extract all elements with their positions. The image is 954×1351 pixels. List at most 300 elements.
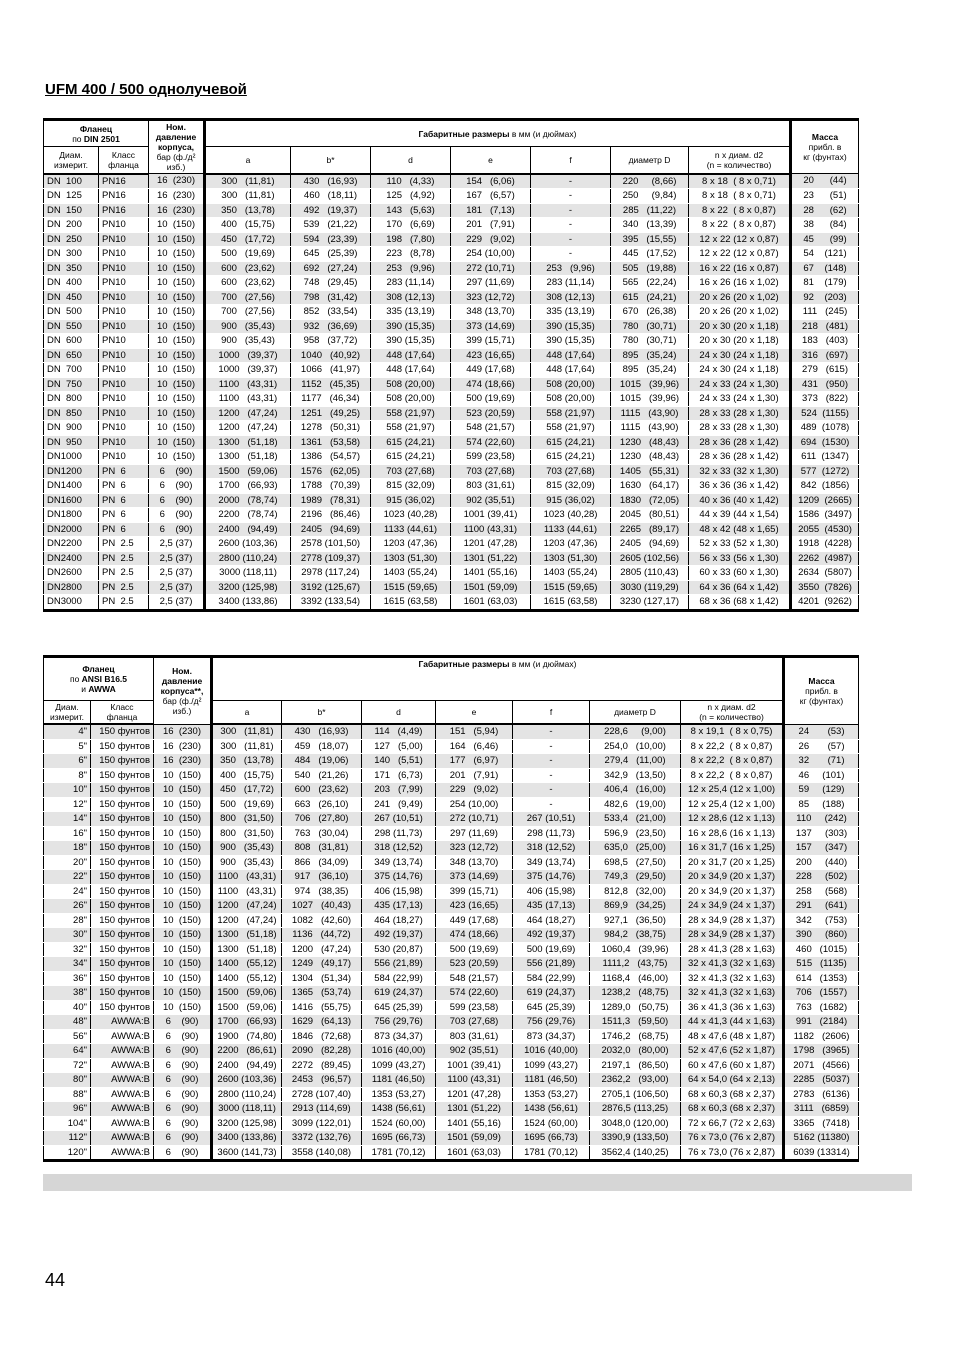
table-row (44, 812, 859, 827)
cell-b: 1361 (53,58) (291, 435, 371, 450)
cell-class: 150 фунтов (91, 913, 154, 928)
cell-pressure: 6 (90) (154, 1145, 212, 1161)
cell-bolts: 20 x 30 (20 x 1,18) (689, 334, 791, 349)
cell-f: 1781 (70,12) (513, 1145, 590, 1161)
cell-class: PN10 (99, 377, 149, 392)
cell-d: 915 (36,02) (371, 493, 451, 508)
cell-a: 1100 (43,31) (212, 884, 282, 899)
cell-a: 1200 (47,24) (212, 913, 282, 928)
cell-a: 3200 (125,98) (205, 580, 291, 595)
cell-a: 1100 (43,31) (205, 392, 291, 407)
cell-mass: 157 (347) (784, 841, 859, 856)
cell-d: 390 (15,35) (371, 319, 451, 334)
table-row (44, 841, 859, 856)
cell-D: 984,2 (38,75) (590, 928, 681, 943)
cell-e: 181 (7,13) (451, 203, 531, 218)
cell-a: 2400 (94,49) (212, 1058, 282, 1073)
cell-e: 902 (35,51) (451, 493, 531, 508)
cell-b: 1304 (51,34) (282, 971, 362, 986)
cell-diameter: DN1200 (44, 464, 99, 479)
cell-pressure: 10 (150) (149, 421, 205, 436)
table-row (44, 1131, 859, 1146)
cell-class: PN 2.5 (99, 551, 149, 566)
flange-header: Фланец по ANSI B16.5 и AWWA (44, 657, 154, 701)
col-f: f (531, 147, 611, 174)
cell-a: 1300 (51,18) (205, 450, 291, 465)
cell-pressure: 10 (150) (149, 218, 205, 233)
cell-diameter: 6" (44, 754, 91, 769)
cell-bolts: 28 x 34,9 (28 x 1,37) (681, 913, 784, 928)
cell-f: - (513, 724, 590, 739)
cell-D: 3230 (127,17) (611, 595, 689, 611)
cell-e: 297 (11,69) (451, 276, 531, 291)
cell-mass: 515 (1135) (784, 957, 859, 972)
cell-e: 373 (14,69) (436, 870, 513, 885)
col-a: a (212, 701, 282, 725)
cell-bolts: 48 x 42 (48 x 1,65) (689, 522, 791, 537)
cell-f: 1353 (53,27) (513, 1087, 590, 1102)
cell-pressure: 10 (150) (154, 826, 212, 841)
cell-b: 484 (19,06) (282, 754, 362, 769)
table-row (44, 566, 859, 581)
cell-D: 2265 (89,17) (611, 522, 689, 537)
cell-class: PN 6 (99, 508, 149, 523)
cell-class: 150 фунтов (91, 870, 154, 885)
cell-b: 706 (27,80) (282, 812, 362, 827)
cell-D: 1015 (39,96) (611, 377, 689, 392)
cell-class: 150 фунтов (91, 841, 154, 856)
cell-diameter: 32" (44, 942, 91, 957)
cell-e: 297 (11,69) (436, 826, 513, 841)
cell-class: 150 фунтов (91, 899, 154, 914)
cell-b: 763 (30,04) (282, 826, 362, 841)
cell-mass: 59 (129) (784, 783, 859, 798)
cell-bolts: 48 x 47,6 (48 x 1,87) (681, 1029, 784, 1044)
cell-e: 548 (21,57) (436, 971, 513, 986)
cell-bolts: 36 x 36 (36 x 1,42) (689, 479, 791, 494)
col-class: Класс фланца (91, 701, 154, 725)
cell-a: 500 (19,69) (212, 797, 282, 812)
cell-a: 400 (15,75) (212, 768, 282, 783)
cell-mass: 218 (481) (791, 319, 859, 334)
cell-diameter: DN 500 (44, 305, 99, 320)
col-f: f (513, 701, 590, 725)
cell-mass: 258 (568) (784, 884, 859, 899)
cell-e: 201 (7,91) (451, 218, 531, 233)
cell-pressure: 6 (90) (154, 1044, 212, 1059)
cell-D: 812,8 (32,00) (590, 884, 681, 899)
cell-f: 390 (15,35) (531, 319, 611, 334)
cell-d: 1438 (56,61) (362, 1102, 436, 1117)
cell-e: 151 (5,94) (436, 724, 513, 739)
cell-b: 852 (33,54) (291, 305, 371, 320)
cell-bolts: 28 x 34,9 (28 x 1,37) (681, 928, 784, 943)
table-row (44, 334, 859, 349)
cell-mass: 524 (1155) (791, 406, 859, 421)
cell-f: 556 (21,89) (513, 957, 590, 972)
cell-diameter: 104" (44, 1116, 91, 1131)
cell-bolts: 72 x 66,7 (72 x 2,63) (681, 1116, 784, 1131)
cell-b: 459 (18,07) (282, 739, 362, 754)
cell-diameter: 12" (44, 797, 91, 812)
cell-diameter: 5" (44, 739, 91, 754)
table-row (44, 1102, 859, 1117)
cell-class: PN10 (99, 421, 149, 436)
cell-b: 808 (31,81) (282, 841, 362, 856)
cell-pressure: 6 (90) (149, 464, 205, 479)
cell-d: 349 (13,74) (362, 855, 436, 870)
cell-b: 1365 (53,74) (282, 986, 362, 1001)
cell-b: 540 (21,26) (282, 768, 362, 783)
cell-b: 917 (36,10) (282, 870, 362, 885)
cell-D: 1015 (39,96) (611, 392, 689, 407)
cell-d: 615 (24,21) (371, 435, 451, 450)
cell-class: PN 6 (99, 479, 149, 494)
cell-d: 375 (14,76) (362, 870, 436, 885)
cell-diameter: DN 150 (44, 203, 99, 218)
cell-D: 1115 (43,90) (611, 406, 689, 421)
cell-a: 400 (15,75) (205, 218, 291, 233)
cell-class: AWWA:B (91, 1102, 154, 1117)
cell-pressure: 10 (150) (154, 841, 212, 856)
cell-class: 150 фунтов (91, 768, 154, 783)
cell-diameter: DN 600 (44, 334, 99, 349)
cell-f: 815 (32,09) (531, 479, 611, 494)
cell-class: AWWA:B (91, 1015, 154, 1030)
cell-bolts: 20 x 31,7 (20 x 1,25) (681, 855, 784, 870)
ansi-dimensions-table (43, 655, 859, 1162)
cell-d: 615 (24,21) (371, 450, 451, 465)
cell-f: 500 (19,69) (513, 942, 590, 957)
table-row (44, 348, 859, 363)
cell-mass: 46 (101) (784, 768, 859, 783)
cell-a: 1200 (47,24) (205, 421, 291, 436)
cell-bolts: 16 x 22 (16 x 0,87) (689, 261, 791, 276)
cell-pressure: 10 (150) (149, 363, 205, 378)
cell-class: 150 фунтов (91, 783, 154, 798)
cell-pressure: 10 (150) (149, 261, 205, 276)
cell-mass: 614 (1353) (784, 971, 859, 986)
cell-b: 866 (34,09) (282, 855, 362, 870)
cell-diameter: DN 100 (44, 174, 99, 189)
cell-bolts: 8 x 22,2 ( 8 x 0,87) (681, 754, 784, 769)
col-bolts: n x диам. d2 (n = количество) (689, 147, 791, 174)
table-row (44, 870, 859, 885)
cell-a: 300 (11,81) (212, 724, 282, 739)
cell-f: 1016 (40,00) (513, 1044, 590, 1059)
cell-bolts: 24 x 34,9 (24 x 1,37) (681, 899, 784, 914)
cell-e: 164 (6,46) (436, 739, 513, 754)
cell-pressure: 10 (150) (154, 884, 212, 899)
table-row (44, 1029, 859, 1044)
cell-diameter: 36" (44, 971, 91, 986)
cell-bolts: 28 x 33 (28 x 1,30) (689, 421, 791, 436)
cell-a: 2000 (78,74) (205, 493, 291, 508)
cell-b: 1416 (55,75) (282, 1000, 362, 1015)
cell-e: 1001 (39,41) (436, 1058, 513, 1073)
cell-bolts: 44 x 39 (44 x 1,54) (689, 508, 791, 523)
cell-mass: 85 (188) (784, 797, 859, 812)
cell-bolts: 8 x 22,2 ( 8 x 0,87) (681, 768, 784, 783)
cell-a: 350 (13,78) (212, 754, 282, 769)
cell-class: 150 фунтов (91, 724, 154, 739)
cell-D: 1238,2 (48,75) (590, 986, 681, 1001)
cell-pressure: 10 (150) (154, 957, 212, 972)
footer-bar (43, 1174, 912, 1191)
cell-bolts: 12 x 28,6 (12 x 1,13) (681, 812, 784, 827)
cell-f: 615 (24,21) (531, 450, 611, 465)
cell-class: PN10 (99, 247, 149, 262)
table-row (44, 392, 859, 407)
cell-mass: 1182 (2606) (784, 1029, 859, 1044)
cell-diameter: 120" (44, 1145, 91, 1161)
cell-mass: 38 (84) (791, 218, 859, 233)
cell-pressure: 6 (90) (154, 1116, 212, 1131)
cell-mass: 28 (62) (791, 203, 859, 218)
cell-class: 150 фунтов (91, 855, 154, 870)
cell-d: 492 (19,37) (362, 928, 436, 943)
cell-d: 448 (17,64) (371, 363, 451, 378)
cell-e: 1100 (43,31) (451, 522, 531, 537)
cell-b: 2453 (96,57) (282, 1073, 362, 1088)
cell-b: 2728 (107,40) (282, 1087, 362, 1102)
cell-d: 464 (18,27) (362, 913, 436, 928)
cell-pressure: 10 (150) (149, 377, 205, 392)
cell-e: 154 (6,06) (451, 174, 531, 189)
cell-d: 508 (20,00) (371, 392, 451, 407)
cell-e: 474 (18,66) (436, 928, 513, 943)
cell-a: 1700 (66,93) (205, 479, 291, 494)
cell-mass: 2055 (4530) (791, 522, 859, 537)
cell-d: 756 (29,76) (362, 1015, 436, 1030)
cell-a: 1200 (47,24) (205, 406, 291, 421)
cell-b: 430 (16,93) (282, 724, 362, 739)
cell-e: 229 (9,02) (451, 232, 531, 247)
cell-d: 171 (6,73) (362, 768, 436, 783)
cell-pressure: 16 (230) (149, 203, 205, 218)
cell-bolts: 24 x 33 (24 x 1,30) (689, 392, 791, 407)
cell-d: 170 (6,69) (371, 218, 451, 233)
cell-f: 1695 (66,73) (513, 1131, 590, 1146)
table-row (44, 768, 859, 783)
cell-mass: 316 (697) (791, 348, 859, 363)
table-row (44, 913, 859, 928)
cell-e: 272 (10,71) (436, 812, 513, 827)
cell-b: 594 (23,39) (291, 232, 371, 247)
pressure-header: Ном. давление корпуса**, бар (ф./д² изб.) (154, 657, 212, 725)
cell-e: 399 (15,71) (451, 334, 531, 349)
cell-bolts: 28 x 33 (28 x 1,30) (689, 406, 791, 421)
cell-pressure: 10 (150) (149, 406, 205, 421)
cell-class: PN10 (99, 348, 149, 363)
cell-b: 1989 (78,31) (291, 493, 371, 508)
table-row (44, 855, 859, 870)
din-dimensions-table (43, 118, 859, 612)
cell-e: 474 (18,66) (451, 377, 531, 392)
cell-mass: 842 (1856) (791, 479, 859, 494)
cell-f: 335 (13,19) (531, 305, 611, 320)
cell-e: 229 (9,02) (436, 783, 513, 798)
cell-D: 2605 (102,56) (611, 551, 689, 566)
cell-bolts: 28 x 36 (28 x 1,42) (689, 435, 791, 450)
cell-bolts: 8 x 22 ( 8 x 0,87) (689, 218, 791, 233)
cell-bolts: 24 x 33 (24 x 1,30) (689, 377, 791, 392)
cell-e: 703 (27,68) (436, 1015, 513, 1030)
cell-diameter: DN 850 (44, 406, 99, 421)
cell-D: 749,3 (29,50) (590, 870, 681, 885)
cell-b: 958 (37,72) (291, 334, 371, 349)
cell-diameter: DN 350 (44, 261, 99, 276)
cell-b: 2196 (86,46) (291, 508, 371, 523)
cell-b: 748 (29,45) (291, 276, 371, 291)
cell-a: 2600 (103,36) (212, 1073, 282, 1088)
cell-mass: 291 (641) (784, 899, 859, 914)
cell-e: 1100 (43,31) (436, 1073, 513, 1088)
cell-D: 635,0 (25,00) (590, 841, 681, 856)
cell-e: 574 (22,60) (451, 435, 531, 450)
cell-bolts: 32 x 41,3 (32 x 1,63) (681, 986, 784, 1001)
cell-e: 548 (21,57) (451, 421, 531, 436)
cell-b: 2272 (89,45) (282, 1058, 362, 1073)
cell-b: 692 (27,24) (291, 261, 371, 276)
cell-d: 556 (21,89) (362, 957, 436, 972)
table-row (44, 305, 859, 320)
cell-e: 1301 (51,22) (436, 1102, 513, 1117)
cell-D: 342,9 (13,50) (590, 768, 681, 783)
cell-f: 558 (21,97) (531, 421, 611, 436)
cell-f: - (513, 768, 590, 783)
cell-f: 492 (19,37) (513, 928, 590, 943)
cell-class: PN10 (99, 450, 149, 465)
cell-class: AWWA:B (91, 1145, 154, 1161)
col-d: d (371, 147, 451, 174)
cell-pressure: 10 (150) (154, 942, 212, 957)
cell-b: 1386 (54,57) (291, 450, 371, 465)
cell-b: 3192 (125,67) (291, 580, 371, 595)
cell-diameter: 26" (44, 899, 91, 914)
cell-diameter: 16" (44, 826, 91, 841)
cell-pressure: 6 (90) (154, 1131, 212, 1146)
cell-a: 1700 (66,93) (212, 1015, 282, 1030)
cell-d: 584 (22,99) (362, 971, 436, 986)
table-row (44, 1015, 859, 1030)
cell-b: 1152 (45,35) (291, 377, 371, 392)
cell-b: 2405 (94,69) (291, 522, 371, 537)
cell-diameter: 30" (44, 928, 91, 943)
cell-bolts: 56 x 33 (56 x 1,30) (689, 551, 791, 566)
table-row (44, 479, 859, 494)
cell-b: 3099 (122,01) (282, 1116, 362, 1131)
cell-f: 584 (22,99) (513, 971, 590, 986)
cell-bolts: 32 x 33 (32 x 1,30) (689, 464, 791, 479)
cell-d: 253 (9,96) (371, 261, 451, 276)
col-b: b* (291, 147, 371, 174)
table-row (44, 1000, 859, 1015)
table-row (44, 319, 859, 334)
cell-mass: 1586 (3497) (791, 508, 859, 523)
cell-diameter: DN 650 (44, 348, 99, 363)
cell-f: 1203 (47,36) (531, 537, 611, 552)
cell-pressure: 10 (150) (154, 971, 212, 986)
cell-b: 1251 (49,25) (291, 406, 371, 421)
cell-d: 1203 (47,36) (371, 537, 451, 552)
cell-b: 1082 (42,60) (282, 913, 362, 928)
cell-e: 500 (19,69) (436, 942, 513, 957)
cell-f: 1438 (56,61) (513, 1102, 590, 1117)
table-row (44, 464, 859, 479)
cell-f: 915 (36,02) (531, 493, 611, 508)
col-bolts: n x диам. d2 (n = количество) (681, 701, 784, 725)
cell-d: 508 (20,00) (371, 377, 451, 392)
cell-class: PN10 (99, 305, 149, 320)
cell-e: 803 (31,61) (451, 479, 531, 494)
cell-b: 1629 (64,13) (282, 1015, 362, 1030)
cell-f: - (531, 174, 611, 189)
table-row (44, 247, 859, 262)
cell-e: 323 (12,72) (451, 290, 531, 305)
cell-D: 2362,2 (93,00) (590, 1073, 681, 1088)
cell-d: 703 (27,68) (371, 464, 451, 479)
cell-f: 645 (25,39) (513, 1000, 590, 1015)
cell-class: AWWA:B (91, 1044, 154, 1059)
cell-b: 645 (25,39) (291, 247, 371, 262)
cell-mass: 2071 (4566) (784, 1058, 859, 1073)
cell-class: 150 фунтов (91, 986, 154, 1001)
cell-a: 1900 (74,80) (212, 1029, 282, 1044)
cell-b: 460 (18,11) (291, 189, 371, 204)
col-e: e (451, 147, 531, 174)
cell-a: 800 (31,50) (212, 812, 282, 827)
cell-D: 2197,1 (86,50) (590, 1058, 681, 1073)
cell-D: 596,9 (23,50) (590, 826, 681, 841)
cell-mass: 110 (242) (784, 812, 859, 827)
cell-class: PN10 (99, 435, 149, 450)
cell-diameter: DN3000 (44, 595, 99, 611)
cell-b: 1040 (40,92) (291, 348, 371, 363)
cell-mass: 183 (403) (791, 334, 859, 349)
cell-diameter: 112" (44, 1131, 91, 1146)
table-row (44, 942, 859, 957)
table-row (44, 290, 859, 305)
cell-diameter: DN 900 (44, 421, 99, 436)
cell-D: 565 (22,24) (611, 276, 689, 291)
cell-D: 406,4 (16,00) (590, 783, 681, 798)
cell-D: 780 (30,71) (611, 319, 689, 334)
cell-b: 3372 (132,76) (282, 1131, 362, 1146)
cell-pressure: 16 (230) (149, 174, 205, 189)
cell-b: 430 (16,93) (291, 174, 371, 189)
cell-mass: 763 (1682) (784, 1000, 859, 1015)
cell-mass: 54 (121) (791, 247, 859, 262)
col-d: d (362, 701, 436, 725)
cell-bolts: 8 x 18 ( 8 x 0,71) (689, 174, 791, 189)
cell-pressure: 6 (90) (154, 1087, 212, 1102)
cell-class: 150 фунтов (91, 797, 154, 812)
table-row (44, 493, 859, 508)
cell-bolts: 36 x 41,3 (36 x 1,63) (681, 1000, 784, 1015)
cell-pressure: 6 (90) (154, 1058, 212, 1073)
cell-D: 1060,4 (39,96) (590, 942, 681, 957)
cell-b: 932 (36,69) (291, 319, 371, 334)
cell-d: 1524 (60,00) (362, 1116, 436, 1131)
cell-d: 1353 (53,27) (362, 1087, 436, 1102)
cell-class: 150 фунтов (91, 928, 154, 943)
table-row (44, 551, 859, 566)
table-row (44, 435, 859, 450)
cell-mass: 1798 (3965) (784, 1044, 859, 1059)
cell-bolts: 60 x 33 (60 x 1,30) (689, 566, 791, 581)
cell-D: 482,6 (19,00) (590, 797, 681, 812)
